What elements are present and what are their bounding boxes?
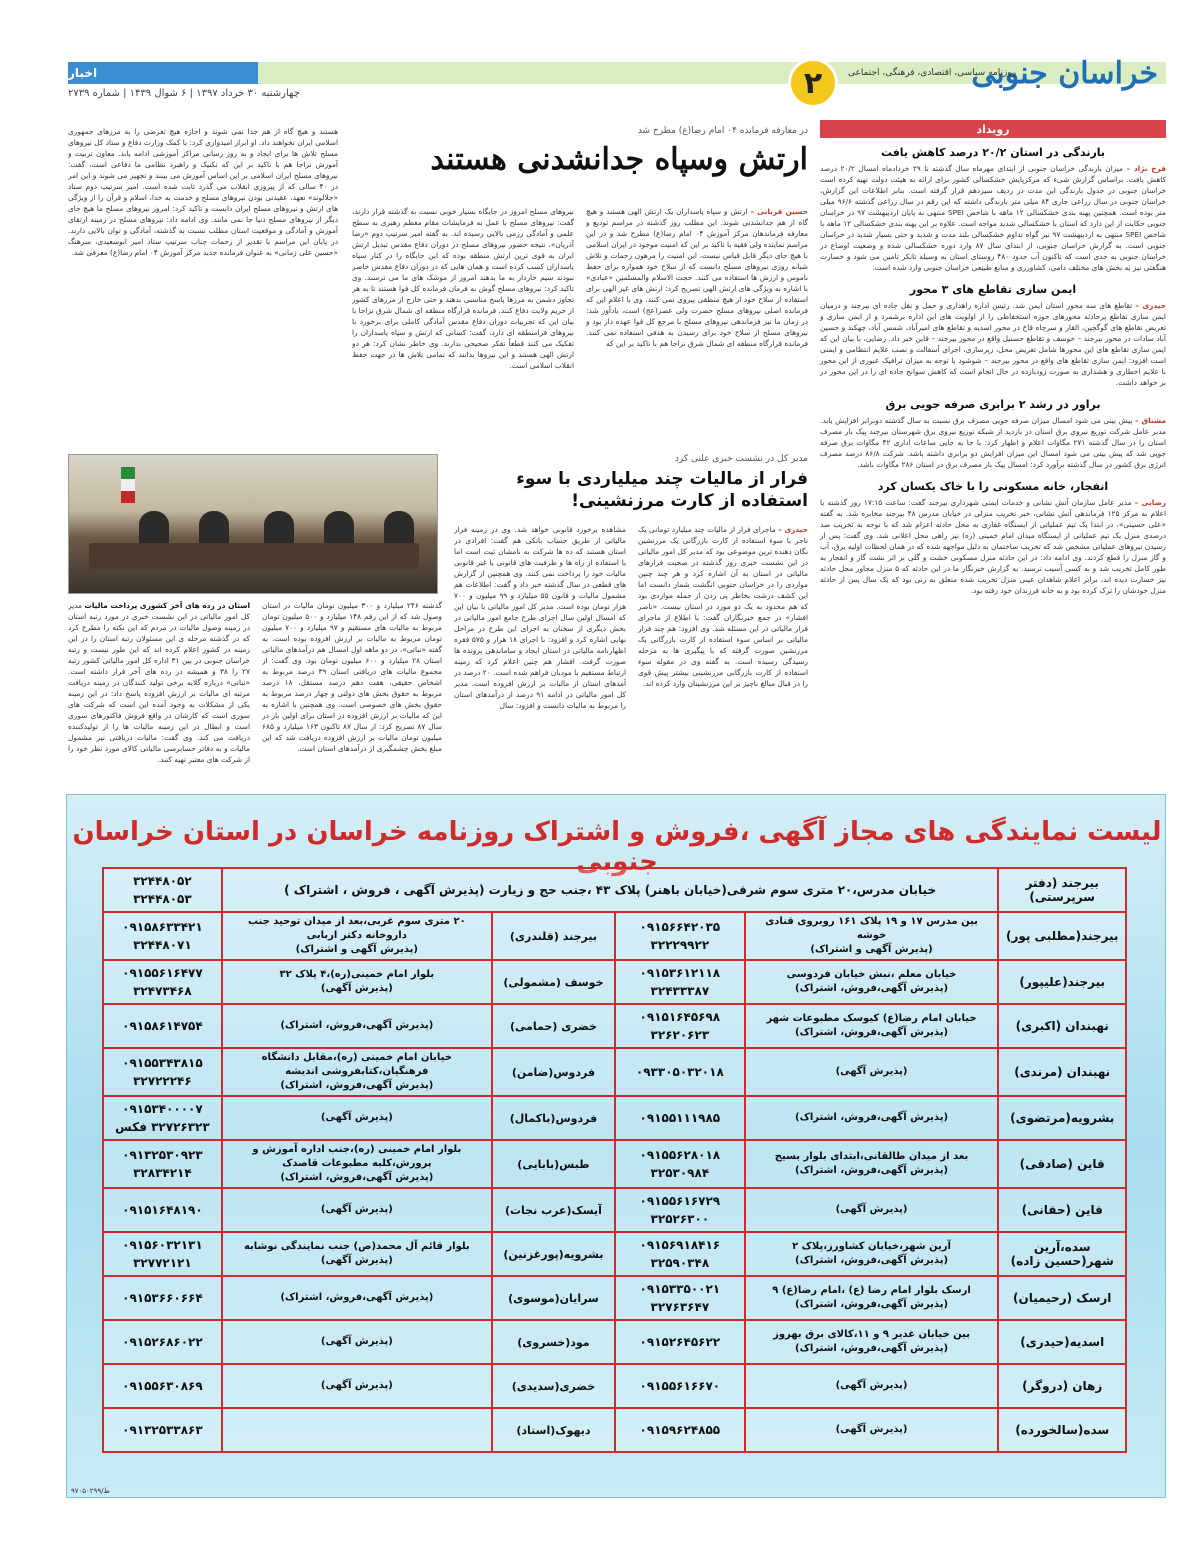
agent-address — [222, 1048, 492, 1096]
agent-phone — [615, 1408, 745, 1452]
agent-city — [998, 1048, 1126, 1096]
agent-phone — [615, 1004, 745, 1048]
agent-address — [222, 1364, 492, 1408]
agent-city-line: بشرویه(مرتضوی) — [1010, 1111, 1115, 1125]
agent-phone — [103, 1188, 222, 1232]
table-row — [103, 1140, 1126, 1188]
agent-city-line: خضری(سدیدی) — [511, 1379, 596, 1393]
agent-address-line: (پذیرش آگهی،فروش، اشتراک) — [795, 1255, 949, 1266]
meeting-table — [89, 543, 419, 569]
phone-number: ۳۲۴۴۸۰۵۳ — [133, 892, 192, 906]
agent-address — [745, 1140, 999, 1188]
agent-city-line: ارسک (رحیمیان) — [1013, 1291, 1112, 1305]
agent-phone-line: ۰۹۱۵۵۱۱۱۹۸۵ — [639, 1111, 721, 1125]
table-row — [103, 1188, 1126, 1232]
agent-city — [492, 960, 615, 1004]
agents-table — [102, 867, 1127, 1453]
table-row — [103, 1004, 1126, 1048]
agent-phone-line: ۳۲۶۲۰۶۲۳ — [650, 1028, 710, 1042]
agent-city — [998, 1232, 1126, 1276]
agent-phone — [615, 1276, 745, 1320]
agent-phone — [103, 868, 222, 912]
agent-phone-line: ۰۹۱۵۵۶۱۶۶۷۰ — [639, 1379, 721, 1393]
agent-city-line: سده،آرین شهر(حسین زاده) — [1010, 1240, 1114, 1268]
agent-phone — [103, 1140, 222, 1188]
article-column: هستند و هیچ گاه از هم جدا نمی شوند و اجازه هیچ تعرضی را به مرزهای جمهوری اسلامی ایران نخواهند داد. او ابراز امیدواری کرد: با کمک وزارت دفاع و ستاد کل نیروهای مسلح تلاش ها برای ایجاد و به روز رسانی مراکز آموزشی ادامه یابد. معاون تربیت و آموزش نزاجا هم با تاکید بر این که تکنیک و راهبرد نظامی ما دفاعی است، گفت: نیروهای مسلح ایران اسلامی بر این اساس آموزش می بینند و تجهیز می شوند و این امر در ۴۰ سالی که از پیروزی انقلاب می گذرد ثابت شده است. امیر سرتیپ دوم ستاد «جلالوند» تعهد، عقیدتی بودن نیروهای مسلح و خدمت به خدا، اسلام و قرآن را از ویژگی های ارتش و نیروهای مسلح ایران دانست و تاکید کرد: امروز نیروهای مسلح ما هیچ جای دیگر از نیروهای مسلح دنیا جا نمی مانند. وی ادامه داد: نیروهای مسلح در زمینه ارتقای آموزش و آمادگی و موقعیت استان مطلب نسبت به گذشته، آمادگی و توان بالایی دارند. در پایان این مراسم با تقدیر از زحمات جناب سرتیپ ستاد امیر ابوسعیدی، سرهنگ «حسین علی زمانی» به عنوان فرمانده جدید مرکز آموزش ۰۴ امام رضا(ع) معرفی شد. — [68, 127, 338, 257]
table-row — [103, 1232, 1126, 1276]
news-text: پیش بینی می شود امسال میزان صرفه جویی مصرف برق نسبت به سال گذشته دوبرابر افزایش یابد. مدیر عامل شرکت توزیع نیروی برق استان در بازدید از شبکه توزیع نیروی برق شهرستان بیرجند پیک بار مصرف استان را در سال گذشته ۲۷۱ مگاوات اعلام و اظهار کرد: با جا به جایی ساعات اداری ۴۲ مگاوات برق صرفه جویی شد که پیش بینی می شود امسال این میزان افزایش دو برابری داشته باشد. شرکت ۸۶/۸ درصد مصرف انرژی برق کشور در سال گذشته برآورد کرد: امسال پیک بار مصرف برق در استان ۲۸۶ مگاوات باشد. — [820, 416, 1167, 469]
agent-address-line: (پذیرش آگهی،فروش، اشتراک) — [280, 1172, 434, 1183]
agent-address-line: خیابان امام خمینی (ره)،مقابل دانشگاه فرهنگیان،کتابفروشی اندیشه — [261, 1052, 452, 1077]
agent-address-line: (پذیرش آگهی،فروش، اشتراک) — [795, 983, 949, 994]
agent-phone-line: ۰۹۱۵۵۶۱۶۴۷۷ — [122, 966, 203, 980]
agent-city — [998, 1188, 1126, 1232]
agent-city-line: سده(سالخورده) — [1015, 1423, 1110, 1437]
agent-city — [998, 1004, 1126, 1048]
agent-city-line: سرایان(موسوی) — [508, 1291, 599, 1305]
agent-address-line: (پذیرش آگهی،فروش، اشتراک) — [280, 1292, 434, 1303]
agent-address — [745, 1096, 999, 1140]
newspaper-logo: خراسان جنوبی — [971, 56, 1158, 91]
agent-address-line: (پذیرش آگهی) — [835, 1380, 908, 1391]
ad-code: ط/۹۷۰۵۰۲۹۹ — [71, 1487, 110, 1495]
agent-phone-line: ۰۹۱۵۶۶۴۲۰۳۵ — [639, 920, 721, 934]
article-source: حسین قربانی – — [750, 207, 808, 216]
agent-phone-line: ۰۹۱۵۵۶۱۶۷۲۹ — [639, 1194, 721, 1208]
agent-address-line: خیابان معلم ،نبش خیابان فردوسی — [786, 969, 957, 980]
agent-city — [492, 1004, 615, 1048]
agent-city — [998, 1140, 1126, 1188]
news-body — [820, 415, 1166, 470]
agent-phone-line: ۰۹۱۵۲۶۴۵۶۲۲ — [639, 1335, 721, 1349]
agent-phone-line: ۰۹۱۵۳۶۶۰۶۶۴ — [122, 1291, 203, 1305]
main-article — [68, 120, 808, 450]
agent-address-line: (پذیرش آگهی) — [320, 1255, 393, 1266]
agent-address-line: (پذیرش آگهی) — [320, 1204, 393, 1215]
agent-city — [492, 1048, 615, 1096]
agent-phone-line: ۳۲۷۶۳۶۴۷ — [650, 1300, 710, 1314]
agent-city — [492, 1232, 615, 1276]
news-source: رضایی – — [1134, 498, 1166, 507]
agent-address-line: (پذیرش آگهی،فروش، اشتراک) — [795, 1343, 949, 1354]
agent-phone-line: ۰۹۱۵۳۶۱۲۱۱۸ — [639, 966, 721, 980]
agent-address-line: (پذیرش آگهی،فروش، اشتراک) — [795, 1027, 949, 1038]
agent-phone-line: ۰۹۱۳۲۵۳۳۸۶۳ — [122, 1423, 203, 1437]
agent-address-line: (پذیرش آگهی) — [320, 1112, 393, 1123]
news-source: مشتاق – — [1134, 416, 1166, 425]
agent-phone-line: ۰۹۳۳۰۵۰۳۲۰۱۸ — [635, 1065, 724, 1079]
agent-phone-line: ۰۹۱۵۱۶۴۵۶۹۸ — [639, 1010, 721, 1024]
agent-address — [222, 1320, 492, 1364]
table-row — [103, 1320, 1126, 1364]
agent-city — [998, 912, 1126, 960]
news-source: فرخ نژاد – — [1126, 164, 1166, 173]
agent-phone-line: ۰۹۱۵۹۶۲۴۸۵۵ — [639, 1423, 721, 1437]
agent-address-line: بلوار امام خمینی (ره)،جنب اداره آموزش و پرورش،کلبه مطبوعات قاصدک — [252, 1144, 462, 1169]
agent-phone-line: ۰۹۱۵۵۶۳۰۸۶۹ — [122, 1379, 203, 1393]
news-item — [820, 146, 1166, 273]
agent-address-line: (پذیرش آگهی) — [835, 1066, 908, 1077]
news-title: انفجار، خانه مسکونی را با خاک یکسان کرد — [877, 480, 1109, 493]
agent-phone — [615, 1320, 745, 1364]
agent-address-line: (پذیرش آگهی،فروش، اشتراک) — [280, 1020, 434, 1031]
agents-advertisement — [66, 794, 1166, 1498]
news-item — [820, 398, 1166, 470]
phone-number: ۳۲۴۴۸۰۵۲ — [133, 874, 192, 888]
agent-phone-line: ۳۲۷۲۶۳۲۳ فکس — [115, 1120, 210, 1134]
agent-address — [745, 1320, 999, 1364]
agent-address-line: (پذیرش آگهی و اشتراک) — [295, 944, 418, 955]
agent-address-line: بین خیابان غدیر ۹ و ۱۱،کالای برق بهروز — [773, 1329, 970, 1340]
agent-phone — [103, 1048, 222, 1096]
agent-address-line: (پذیرش آگهی،فروش، اشتراک) — [795, 1165, 949, 1176]
agent-city — [492, 1320, 615, 1364]
news-item — [820, 480, 1166, 596]
agent-city — [492, 1140, 615, 1188]
article-text: ماجرای فرار از مالیات چند میلیارد تومانی یک تاجر با سوء استفاده از کارت بازرگانی یک مرزنشین نگان دهنده ترین موضوعی بود که مدیر کل امور مالیاتی در این نشست خبری روز گذشته در صحبت فرارهای مالیاتی در استان به آن اشاره کرد و هر چند چنین مواردی را در خراسان جنوبی انگشت شمار دانست اما این کشف درشت بخاطر پی ردن از جمله مواردی بود که هم محدود به یک دو مورد در استان نیست. «ناصر افشار» در جمع خبرنگاران گفت: با اطلاع از ماجرای فرار مالیاتی در این مسئله شد. وی افزود: هم چند فرار مالیاتی بر اساس سوء استفاده از کارت بازرگانی یک مرزنشین صورت گرفته که با پیگیری ها به مرحله رسیدگی رسیده است. به گفته وی در مقوله سوء استفاده از کارت بازرگانی مرزنشینی بیشتر پیش قوی را در قبال مبالغ ناچیز بر این مرزنشینان وارد کرده اند. — [638, 525, 808, 688]
news-title: ایمن سازی تقاطع های ۳ محور — [909, 283, 1077, 296]
agent-address — [745, 1004, 999, 1048]
agent-city — [492, 1408, 615, 1452]
article-headline: ارتش وسپاه جدانشدنی هستند — [430, 142, 808, 177]
article-kicker: در معارفه فرمانده ۰۴ امام رضا(ع) مطرح شد — [637, 126, 808, 136]
agent-address — [222, 1096, 492, 1140]
agent-phone-line: ۳۲۸۳۴۲۱۴ — [133, 1166, 192, 1180]
agent-phone — [615, 1048, 745, 1096]
agent-address — [745, 1232, 999, 1276]
news-text: میزان بارندگی خراسان جنوبی از ابتدای مهرماه سال گذشته تا ۲۹ خردادماه امسال ۲۰/۲ درصد کاهش یافت. براساس گزارش شیء که مرکزپایش خشکسالی کشور برای ارائه به هیئت دولت تهیه کرده است خراسان جنوبی در جدول بارندگی این مدت در ردیف سیزدهم قرار گرفته است. بنابر اطلاعات این گزارش، خراسان جنوبی در سال زراعی جاری ۸۴ میلی متر بارندگی داشته که این رقم در سال زراعی گذشته ۹۶/۶ میلی متر بوده است. همچنین پهنه بندی خشکسالی ۱۲ ماهه با شاخص SPEI منتهی به پایان اردیبهشت ۹۷ در خراسان جنوبی حکایت از این دارد که استان با خشکسالی شدید مواجه است. علاوه بر این پهنه بندی خشکسالی ۱۲ ماهه با شاخص SPEI منتهی به اردیبهشت ۹۷ نیز گواه تداوم خشکسالی بلند مدت و شدید و حتی بسیار شدید در خراسان جنوبی است. به گزارش خراسان جنوبی، از ابتدای سال ۸۷ وارد دوره خشکسالی شده و وضعیت اوضاع در خراسان جنوبی به حدی است که تاکنون آب حدود ۴۸۰ روستای استان به وسیله تانکر تامین می شود و خسارت هنگفتی نیز به بخش های مختلف دامی، کشاورزی و منابع طبیعی خراسان جنوبی وارد شده است. — [820, 164, 1167, 272]
agent-address — [745, 1408, 999, 1452]
agent-phone — [615, 1096, 745, 1140]
agent-phone — [103, 1408, 222, 1452]
agent-city — [998, 1320, 1126, 1364]
agent-address — [222, 1276, 492, 1320]
article-source: حیدری – — [778, 525, 808, 534]
agent-city-line: قاین (حقانی) — [1021, 1203, 1103, 1217]
news-item — [820, 283, 1166, 388]
agent-city-line: زهان (دروگر) — [1022, 1379, 1103, 1393]
table-row — [103, 868, 1126, 912]
agent-phone-line: ۰۹۱۵۸۶۱۴۷۵۴ — [122, 1019, 203, 1033]
article-column — [638, 524, 808, 782]
sidebox-title: استان در رده های آخر کشوری پرداخت مالیات — [84, 601, 250, 610]
agent-phone-line: ۰۹۱۵۳۴۰۰۰۰۷ — [122, 1102, 203, 1116]
agent-phone — [615, 960, 745, 1004]
agent-phone-line: ۰۹۱۵۱۶۴۸۱۹۰ — [122, 1203, 203, 1217]
agent-city — [998, 1276, 1126, 1320]
agent-phone-line: ۳۲۲۲۹۹۲۲ — [650, 938, 710, 952]
agent-city — [998, 1364, 1126, 1408]
table-row — [103, 912, 1126, 960]
agent-phone-line: ۰۹۱۵۲۶۸۶۰۲۲ — [122, 1335, 203, 1349]
agent-address — [745, 1048, 999, 1096]
agent-phone — [103, 1364, 222, 1408]
agent-address — [745, 1188, 999, 1232]
agent-address — [222, 1232, 492, 1276]
events-label: رویداد — [820, 120, 1166, 138]
agent-address — [745, 1364, 999, 1408]
agent-phone — [615, 912, 745, 960]
table-row — [103, 1096, 1126, 1140]
agent-address-line: بعد از میدان طالقانی،ابتدای بلوار بسیج — [774, 1151, 969, 1162]
agent-phone-line: ۰۹۱۵۸۶۳۳۴۲۱ — [122, 920, 203, 934]
agent-phone-line: ۳۲۵۹۰۳۴۸ — [650, 1256, 710, 1270]
agent-city — [492, 1188, 615, 1232]
agent-city-line: بیرجند(علیپور) — [1019, 975, 1106, 989]
flag-image — [121, 467, 135, 503]
page-header — [68, 56, 1166, 108]
agent-city-line: اسدیه(حیدری) — [1020, 1335, 1105, 1349]
agent-city — [998, 960, 1126, 1004]
agent-phone — [103, 1232, 222, 1276]
article-kicker: مدیر کل در نشست خبری علنی کرد — [674, 454, 808, 464]
ad-title: لیست نمایندگی های مجاز آگهی ،فروش و اشتراک روزنامه خراسان در استان خراسان جنوبی — [72, 817, 1162, 877]
article-column — [586, 206, 808, 446]
agent-phone — [103, 1096, 222, 1140]
agent-rows — [103, 912, 1126, 1452]
table-row — [103, 960, 1126, 1004]
section-label: اخبار — [68, 62, 258, 84]
agent-address-line: (پذیرش آگهی،فروش، اشتراک) — [280, 1080, 434, 1091]
agent-address: خیابان مدرس،۲۰ متری سوم شرقی(خیابان باهنر) پلاک ۴۳ ،جنب حج و زیارت (پذیرش آگهی ، فروش ، اشتراک ) — [222, 868, 999, 912]
agent-phone-line: ۳۲۴۷۳۴۶۸ — [133, 984, 192, 998]
agent-city-line: بیرجند (قلندری) — [509, 929, 597, 943]
agent-phone-line: ۰۹۱۵۵۳۴۳۸۱۵ — [122, 1056, 203, 1070]
agent-address-line: خیابان امام رضا(ع) کیوسک مطبوعات شهر — [766, 1013, 977, 1024]
agent-city-line: خضری (حمامی) — [509, 1019, 597, 1033]
agent-address-line: بلوار امام خمینی(ره)،۴ پلاک ۳۲ — [279, 969, 435, 980]
agent-city-line: نهبندان (اکبری) — [1015, 1019, 1109, 1033]
agent-phone — [615, 1364, 745, 1408]
agent-city-line: نهبندان (مرندی) — [1014, 1065, 1111, 1079]
issue-date: چهارشنبه ۳۰ خرداد ۱۳۹۷ | ۶ شوال ۱۴۳۹ | شماره ۲۷۳۹ — [68, 88, 300, 99]
agent-city-line: آیسک(عرب نجات) — [504, 1203, 602, 1217]
agent-city-line: دیهوک(استاد) — [516, 1423, 591, 1437]
agent-address — [745, 912, 999, 960]
agent-address-line: بین مدرس ۱۷ و ۱۹ پلاک ۱۶۱ روبروی قنادی خوشه — [765, 916, 978, 941]
agent-address-line: ارسک بلوار امام رضا (ع) ،امام رضا(ع) ۹ — [772, 1285, 971, 1296]
agent-address — [222, 1140, 492, 1188]
agent-phone — [103, 1004, 222, 1048]
agent-city-line: طبس(بابایی) — [517, 1157, 590, 1171]
agent-phone-line: ۰۹۱۳۲۵۳۰۹۲۳ — [122, 1148, 203, 1162]
table-row — [103, 1048, 1126, 1096]
agent-phone-line: ۰۹۱۵۳۳۵۰۰۲۱ — [639, 1282, 721, 1296]
agent-phone-line: ۳۲۷۷۲۱۲۱ — [133, 1256, 192, 1270]
tax-article — [68, 452, 808, 782]
article-column: نیروهای مسلح امروز در جایگاه بسیار خوبی نسبت به گذشته قرار دارند، گفت: نیروهای مسلح با عمل به فرمایشات مقام معظم رهبری به سطح علمی و آمادگی رزمی بالایی رسیده اند. به گفته امیر سرتیپ دوم «رضا آذریان»، نتیجه حضور نیروهای مسلح در دوران دفاع مقدس تبدیل ارتش ایران به قوی ترین ارتش منطقه بوده که این جایگاه را در کنار سپاه پاسداران کسب کرده است و همان هایی که در دوران دفاع مقدس حاضر نبودند سیم خاردار به ما بدهند امروز از موشک های ما می ترسند. وی تاکید کرد: نیروهای مسلح گوش به فرمان فرمانده کل قوا هستند تا به هر تجاوز دشمن به مرزها پاسخ مناسبی بدهند و حتی خارج از مرزهای کشور از حریم ولایت دفاع کنند. فرمانده قرارگاه منطقه ای شمال شرق نزاجا با بیان این که تجربیات دوران دفاع مقدس آمادگی کاملی برای برخورد با نیروهای فرامنطقه ای دارد، گفت: کسانی که ارتش و سپاه پاسداران را تفکیک می کنند قطعاً تفکر صحیحی ندارند. وی خاطر نشان کرد: هر دو ارتش الهی هستند و این نیروها بدانند که تمامی تلاش ها در جهت حفظ انقلاب اسلامی است. — [352, 207, 574, 370]
agent-address-line: (پذیرش آگهی) — [320, 983, 393, 994]
agent-city — [998, 1096, 1126, 1140]
agent-address — [745, 1276, 999, 1320]
agent-phone — [615, 1188, 745, 1232]
agent-phone — [103, 912, 222, 960]
table-row — [103, 1408, 1126, 1452]
agent-address — [745, 960, 999, 1004]
table-row — [103, 1364, 1126, 1408]
news-body — [820, 163, 1166, 273]
agent-address-line: ۲۰ متری سوم غربی،بعد از میدان توحید جنب داروخانه دکتر اربابی — [247, 916, 466, 941]
news-text: تقاطع های سه محور استان ایمن شد. رئیس اداره راهداری و حمل و نقل جاده ای بیرجند و درمیان ایمن سازی تقاطع پرحادثه محورهای حوزه استحفاظی را از اولویت های این اداره برشمرد و از ایمن سازی و تعریض تقاطع های گوگچین، القار و سرچاه قاخ در محور اسدیه و تقاطع های امیرآباد، شمس آباد، چهکند و حسین آباد سادات در محور بیرجند – خوسف و تقاطع حسنیل واقع در محور بیرجند – قاین خبر داد. رضایی، با بیان این که ایمن سازی تقاطع های این محورها شامل تعریض محل، زیرسازی، اجرای آسفالت و نصب علایم انتظامی و ایمنی است افزود: ایمن سازی تقاطع های واقع در محور بیرجند – شوشود با توجه به میزان ترافیک عبوری از این محور با علایم اخطاری و هشداری به صورت زودبازده در حال انجام است که کاهش سوانح جاده ای را در این محور در بر خواهد داشت. — [820, 301, 1166, 387]
agent-address-line: بلوار قائم آل محمد(ص) جنب نمایندگی نوشابه — [243, 1241, 470, 1252]
news-text: مدیر عامل سازمان آتش نشانی و خدمات ایمنی شهرداری بیرجند گفت: ساعت ۱۷:۱۵ روز گذشته با اعلام به مرکز ۱۲۵ فرماندهی آتش نشانی، خبر تخریب منزلی در خیابان مدرس ۴۸ بیرجند مخابره شد. به گفته «علی حسینی»، در ابتدا یک تیم عملیاتی از ایستگاه غفاری به محل حادثه اعزام شد که با توجه به تخریب صد درصدی منزل یک تیم عملیاتی از ایستگاه میدان امام خمینی (ره) نیز راهی محل اعلانی شد. وی گفت: پس از رسیدن نیروهای عملیاتی مشخص شد که تخریب ساختمان به دلیل مواجهه شده که در همان لحظات اولیه برق، آب و گاز منزل را قطع کردند. وی ادامه داد: در این حادثه منزل مسکونی خشت و گلی بر اثر نشت گاز و انفجار به طور کامل تخریب شد و به کسی آسیب نرسید. به گزارش خبرنگار ما در این حادثه که ۵ منزل مجاور محل حادثه نیز خسارت دیده اند، برابر اعلام شاهدان عینی منزل تخریب شده متعلق به زنی بود که یک سال پس از حادثه منزل خودشان را ترک کرده بود و به خانه فرزندان خود رفته بود. — [820, 498, 1166, 595]
sidebox-text: مدیر کل امور مالیاتی در این نشست خبری در مورد رتبه استان در زمینه وصول مالیات در مردم که این نکته را مطرح کرد که در گذشته مرحله ی این مسئولان رتبه استان را در این زمینه در کشور اعلام کرده اند که این طور نیست و رتبه خراسان جنوبی در بین ۳۱ اداره کل امور مالیاتی کشور رتبه ۲۷ را ۳۸ و همیشه در رده های آخر قرار داشته است. «نباتی» درباره گلایه برخی تولید کنندگان در زمینه دریافت مرتبه ای مالیات بر ارزش افزوده پاسخ داد: در این زمینه یکی از مشکلات به وجود آمده این است که شرکت های سوری است که کارشان در واقع فروش فاکتورهای سوری است و ابطال در این زمینه مالیات ها را از تولیدکننده دریافت می کند. وی گفت: مالیات دریافتی نیز مشمول مالیات و به دفاتر حسابرسی مالیاتی کالای مورد نظر خود را از شرکت های معتبر تهیه کنند. — [68, 601, 250, 764]
agent-address — [222, 1408, 492, 1452]
agent-phone-line: ۳۲۵۲۶۳۰۰ — [650, 1212, 710, 1226]
news-body — [820, 300, 1166, 388]
newspaper-subtitle: روزنامه سیاسی، اقتصادی، فرهنگی، اجتماعی — [847, 68, 1016, 78]
agent-address-line: آرین شهر،خیابان کشاورز،پلاک ۲ — [792, 1241, 951, 1252]
agent-address-line: (پذیرش آگهی) — [320, 1336, 393, 1347]
table-row — [103, 1276, 1126, 1320]
article-sidebox — [68, 600, 250, 782]
agent-phone-line: ۳۲۴۴۸۰۷۱ — [133, 938, 192, 952]
agent-city — [492, 1096, 615, 1140]
agent-address-line: (پذیرش آگهی،فروش، اشتراک) — [795, 1299, 949, 1310]
agent-address — [222, 1004, 492, 1048]
news-body — [820, 497, 1166, 596]
agent-address-line: (پذیرش آگهی و اشتراک) — [810, 944, 933, 955]
agent-city-line: فردوس(ضامن) — [511, 1065, 596, 1079]
agent-phone-line: ۰۹۱۵۶۹۱۸۴۱۶ — [639, 1238, 721, 1252]
events-column — [820, 120, 1166, 780]
agent-address-line: (پذیرش آگهی) — [320, 1380, 393, 1391]
meeting-photo — [68, 454, 438, 594]
agent-city-line: فردوس(باکمال) — [509, 1111, 598, 1125]
agent-phone — [103, 1320, 222, 1364]
agent-address-line: (پذیرش آگهی) — [835, 1204, 908, 1215]
page-number-badge: ۲ — [788, 58, 838, 108]
agent-phone — [103, 1276, 222, 1320]
article-headline: فرار از مالیات چند میلیاردی با سوء استفاده از کارت مرزنشینی! — [516, 469, 808, 511]
agent-address-line: (پذیرش آگهی) — [835, 1424, 908, 1435]
agent-city — [492, 912, 615, 960]
agent-address — [222, 912, 492, 960]
article-text: ارتش و سپاه پاسداران یک ارتش الهی هستند و هیچ گاه از هم جدانشدنی شوند. این مطلب روز گذشته در مراسم تودیع و معارفه فرماندهان مرکز آموزش ۰۴ امام رضا(ع) مطرح شد و در این مراسم نماینده ولی فقیه با تاکید بر این که امنیت موجود در ایران اسلامی با هیچ جای دیگر قابل قیاس نیست، این امنیت را مرهون زحمات و تلاش شبانه روزی نیروهای مسلح دانست که از سلاح خود همواره برای حفظ ناموس و ارزش ها استفاده می کنند. حجت الاسلام والمسلمین «عبادی» با اشاره به ویژگی های ارتش الهی تصریح کرد: ارتش های غیر الهی برای استفاده از سلاح خود از هیچ منطقی پیروی نمی کنند. وی با اعلام این که فرمانده اصلی نیروهای مسلح حضرت ولی عصر(عج) است، یادآور شد: در زمان ما نیز فرماندهی نیروهای مسلح با مرجع کل قوا عهده دار بود و نیروهای مسلح از سلاح خود برای رسیدن به هدفی استفاده نمی کنند. فرمانده قرارگاه منطقه ای شمال شرق نزاجا هم با تاکید بر این که — [586, 207, 808, 348]
agent-city — [492, 1276, 615, 1320]
article-column: مشاهده برخورد قانونی خواهد شد. وی در زمینه فرار مالیاتی از طریق حساب بانکی هم گفت: افرادی در استان هستند که ده ها شرکت به نامشان ثبت است اما با استفاده از راه ها و ظرفیت های قانونی یا غیر قانونی مالیات خود را پرداخت نمی کنند. وی همچنین از گزارش های قطعی در سال گذشته خبر داد و گفت: اطلاعات هم مشمول مالیات و قانون ۵۵ میلیارد و ۹۹ میلیون و ۷۰۰ هزار تومان بوده است. مدیر کل امور مالیاتی با بیان این که امسال اولین سال اجرای طرح جامع امور مالیاتی در بخش دیگری از سخنان به اجرای این طرح در مراحل نهایی اشاره کرد و افزود: با اجرای ۱۸ هزار و ۵۷۵ فقره اظهارنامه مالیاتی در استان ایجاد و ساماندهی پرونده ها صورت گرفت. افشار هم چنین اعلام کرد که زمینه ارتباط مستقیم با مودیان فراهم شده است. ۲۰ درصد در آمدهای استان از مالیات بر ارزش افزوده است. مدیر کل امور مالیاتی در ادامه ۹۱ درصد از درآمدهای استان را مربوط به مالیات دانست و افزود: سال — [454, 525, 626, 710]
agent-city: بیرجند (دفتر سرپرستی) — [998, 868, 1126, 912]
agent-city-line: قاین (صادقی) — [1019, 1157, 1105, 1171]
agent-phone — [615, 1140, 745, 1188]
agent-address-line: (پذیرش آگهی،فروش، اشتراک) — [795, 1112, 949, 1123]
agent-city-line: بشرویه(پورغزنین) — [503, 1247, 604, 1261]
agent-phone-line: ۰۹۱۵۶۰۳۲۱۳۱ — [122, 1238, 203, 1252]
agent-address — [222, 1188, 492, 1232]
agent-phone — [103, 960, 222, 1004]
agent-phone-line: ۳۲۵۳۰۹۸۴ — [650, 1166, 710, 1180]
news-source: حیدری – — [1135, 301, 1166, 310]
agent-phone-line: ۳۲۴۳۳۳۸۷ — [650, 984, 710, 998]
agent-phone-line: ۰۹۱۵۵۶۲۸۰۱۸ — [639, 1148, 721, 1162]
news-title: براور در رشد ۲ برابری صرفه جویی برق — [885, 398, 1101, 411]
agent-city-line: مود(خسروی) — [517, 1335, 590, 1349]
agent-phone-line: ۳۲۷۲۲۲۴۶ — [133, 1074, 192, 1088]
agent-city-line: بیرجند(مطلبی پور) — [1005, 929, 1119, 943]
agent-address — [222, 960, 492, 1004]
agent-phone — [615, 1232, 745, 1276]
agent-city-line: خوسف (مشمولی) — [503, 975, 604, 989]
agent-city — [998, 1408, 1126, 1452]
news-title: بارندگی در استان ۲۰/۲ درصد کاهش یافت — [880, 146, 1106, 159]
agent-city — [492, 1364, 615, 1408]
article-column: گذشته ۲۴۶ میلیارد و ۳۰۰ میلیون تومان مالیات در استان وصول شد که از این رقم ۱۴۸ میلیارد و ۵۰۰ میلیون تومان مربوط به مالیات های مستقیم و ۹۷ میلیارد و ۷۰۰ میلیون تومان مربوط به مالیات بر ارزش افزوده بوده است. به گفته «نباتی»، در دو ماهه اول امسال هم درآمدهای مالیاتی استان ۲۸ میلیارد و ۶۰۰ میلیون تومان بود. وی گفت: از مجموع مالیات های دریافتی استان ۳۹ درصد مربوط به اشخاص حقیقی، هفت دهم درصد مستقل، ۱۸ درصد مربوط به حقوق بخش های دولتی و چهار درصد مربوط به حقوق بخش های خصوصی است. وی همچنین با اشاره به این که مالیات بر ارزش افزوده در استان برای اولین بار در سال ۸۷ تصریح کرد: از سال ۸۷ تاکنون ۱۶۳ میلیارد و ۶۸۵ میلیون تومان مالیات بر ارزش افزوده دریافت شد که این مبلغ بخش چشمگیری از درآمدهای استان است. — [262, 601, 442, 753]
